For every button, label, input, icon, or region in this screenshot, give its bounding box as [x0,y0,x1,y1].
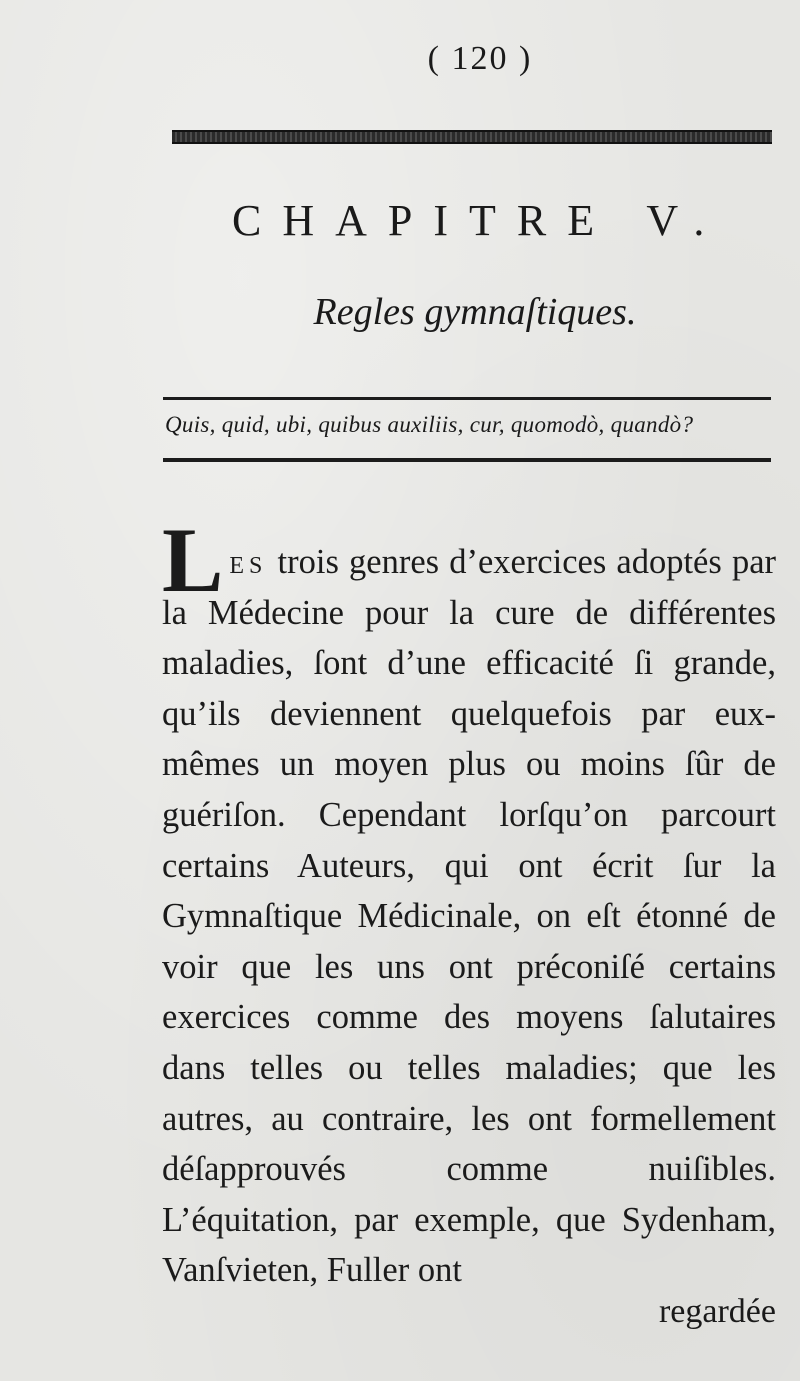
ornamental-rule [172,130,772,144]
catchword: regardée [658,1293,776,1330]
epigraph-bottom-rule [163,458,771,462]
epigraph: Quis, quid, ubi, quibus auxiliis, cur, quomodò, quandò? [165,412,694,437]
chapter-subtitle: Regles gymnaſtiques. [313,291,637,333]
drop-cap: L [162,509,224,611]
body-text: trois genres d’exercices adoptés par la Médecine pour la cure de différentes maladies, ſont d’une efficacité ſi grande, qu’ils deviennent quelquefois par eux-mêmes un moyen plus ou moins ſûr de guériſon. Cependant lorſqu’on parcourt certains Auteurs, qui ont écrit ſur la Gymnaſtique Médicinale, on eſt étonné de voir que les uns ont préconiſé certains exercices comme des moyens ſalutaires dans telles ou telles maladies; que les autres, au contraire, les ont formellement déſapprouvés comme nuiſibles. L’équitation, par exemple, que Sydenham, Vanſvieten, Fuller ont [162,543,776,1290]
chapter-title: CHAPITRE V. [232,196,726,245]
page-number: ( 120 ) [427,40,533,77]
lead-small-caps: es [229,543,268,581]
epigraph-top-rule [163,397,771,400]
body-paragraph [162,509,776,1296]
